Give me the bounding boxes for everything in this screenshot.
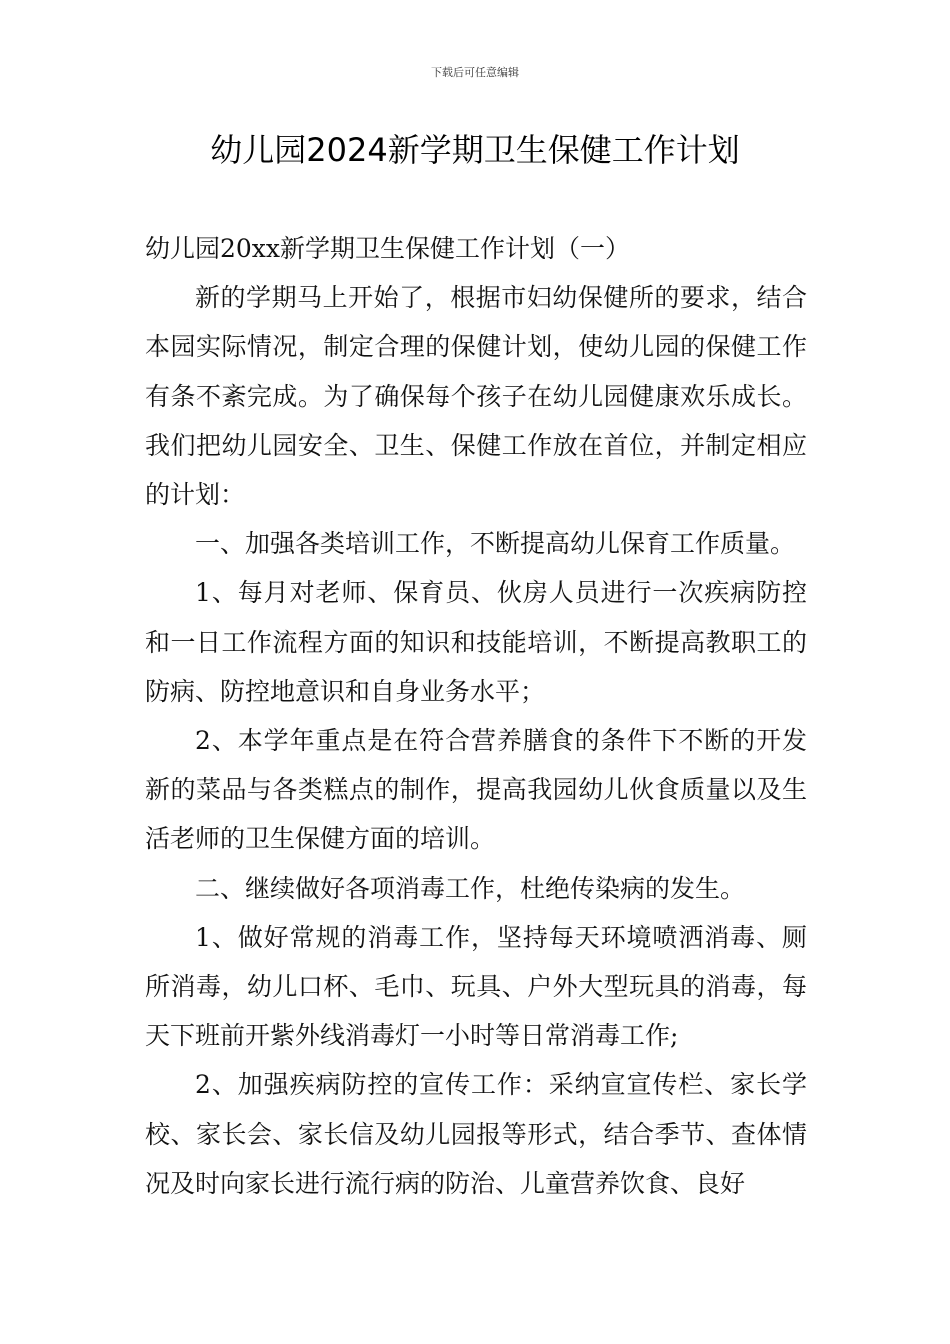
paragraph-training-item-2: 2、本学年重点是在符合营养膳食的条件下不断的开发新的菜品与各类糕点的制作，提高我园幼儿伙食质量以及生活老师的卫生保健方面的培训。: [145, 726, 807, 854]
paragraph-disinfection-item-2: 2、加强疾病防控的宣传工作：采纳宣宣传栏、家长学校、家长会、家长信及幼儿园报等形式，结合季节、查体情况及时向家长进行流行病的防治、儿童营养饮食、良好: [145, 1070, 807, 1198]
header-note: 下载后可任意编辑: [431, 66, 519, 79]
document-body: [145, 224, 807, 1208]
paragraph-intro: 新的学期马上开始了，根据市妇幼保健所的要求，结合本园实际情况，制定合理的保健计划，使幼儿园的保健工作有条不紊完成。为了确保每个孩子在幼儿园健康欢乐成长。我们把幼儿园安全、卫生、保健工作放在首位，并制定相应的计划：: [145, 283, 807, 510]
section-heading: 幼儿园20xx新学期卫生保健工作计划（一）: [145, 234, 631, 263]
paragraph-disinfection-item-1: 1、做好常规的消毒工作，坚持每天环境喷洒消毒、厕所消毒，幼儿口杯、毛巾、玩具、户外大型玩具的消毒，每天下班前开紫外线消毒灯一小时等日常消毒工作;: [145, 922, 807, 1051]
document-title: 幼儿园2024新学期卫生保健工作计划: [210, 131, 740, 169]
paragraph-heading-disinfection: 二、继续做好各项消毒工作，杜绝传染病的发生。: [195, 873, 746, 903]
paragraph-heading-training: 一、加强各类培训工作，不断提高幼儿保育工作质量。: [195, 529, 796, 559]
paragraph-training-item-1: 1、每月对老师、保育员、伙房人员进行一次疾病防控和一日工作流程方面的知识和技能培训，不断提高教职工的防病、防控地意识和自身业务水平；: [145, 578, 807, 706]
